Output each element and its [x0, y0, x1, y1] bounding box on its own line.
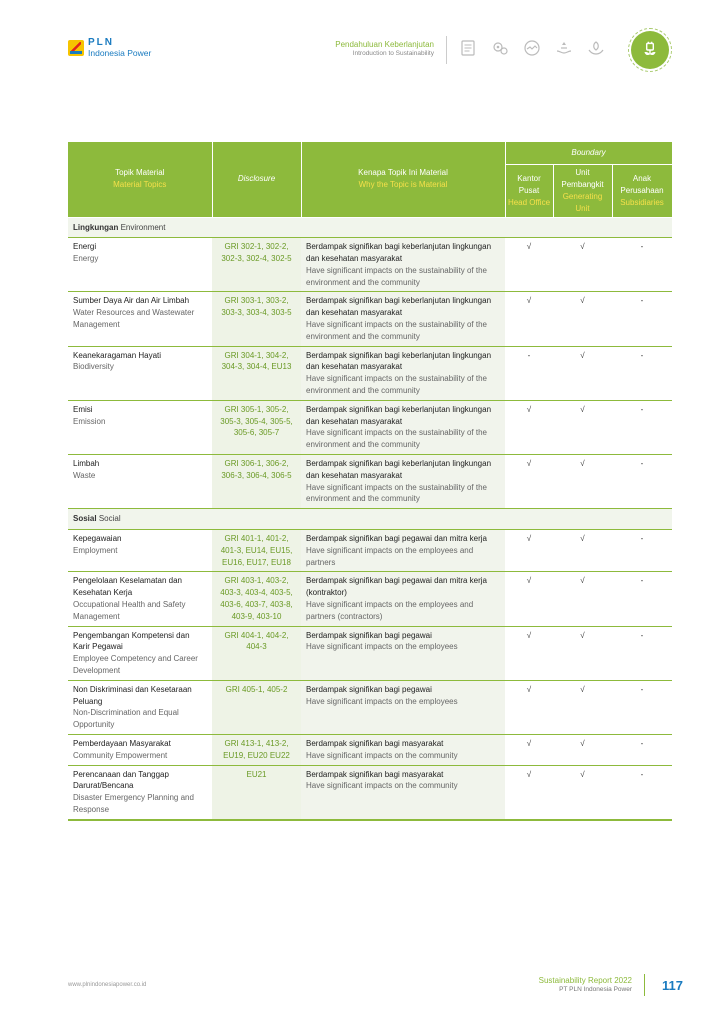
topic-name-en: Employment — [73, 545, 118, 555]
head-office-mark: √ — [505, 238, 553, 292]
why-cell — [301, 680, 505, 734]
header-why — [301, 142, 505, 217]
header-subsidiaries-en: Subsidiaries — [620, 197, 664, 207]
header-head-office-id: Kantor Pusat — [517, 173, 541, 195]
topic-name-en: Disaster Emergency Planning and Response — [73, 793, 194, 814]
group-label-id: Sosial — [73, 514, 97, 524]
why-text-id: Berdampak signifikan bagi pegawai — [306, 630, 432, 640]
pln-lightning-icon — [68, 40, 84, 56]
subsidiaries-mark: - — [612, 292, 672, 346]
generating-unit-mark: √ — [553, 530, 612, 572]
header-why-id: Kenapa Topik Ini Material — [358, 168, 448, 178]
table-row — [68, 238, 672, 292]
topic-name-id: Keanekaragaman Hayati — [73, 350, 162, 360]
why-text-id: Berdampak signifikan bagi keberlanjutan lingkungan dan kesehatan masyarakat — [306, 404, 492, 426]
header-head-office — [505, 164, 553, 217]
generating-unit-mark: √ — [553, 680, 612, 734]
subsidiaries-mark: - — [612, 455, 672, 509]
head-office-mark: √ — [505, 530, 553, 572]
subsidiaries-mark: - — [612, 765, 672, 820]
disclosure-cell: EU21 — [212, 765, 301, 820]
table-row — [68, 455, 672, 509]
disclosure-cell: GRI 413-1, 413-2, EU19, EU20 EU22 — [212, 734, 301, 765]
why-text-en: Have significant impacts on the sustainability of the environment and the community — [306, 374, 487, 396]
header-generating-unit — [553, 164, 612, 217]
header-head-office-en: Head Office — [507, 197, 551, 207]
checklist-icon[interactable] — [456, 36, 480, 60]
pln-logo — [68, 38, 151, 58]
topic-name-id: Pemberdayaan Masyarakat — [73, 738, 171, 748]
leaf-hands-icon[interactable] — [584, 36, 608, 60]
disclosure-cell: GRI 303-1, 303-2, 303-3, 303-4, 303-5 — [212, 292, 301, 346]
disclosure-cell: GRI 304-1, 304-2, 304-3, 304-4, EU13 — [212, 346, 301, 400]
head-office-mark: √ — [505, 455, 553, 509]
footer-divider — [644, 974, 645, 996]
head-office-mark: √ — [505, 626, 553, 680]
subsidiaries-mark: - — [612, 238, 672, 292]
header-topic-id: Topik Material — [115, 168, 165, 178]
why-cell — [301, 626, 505, 680]
topic-cell — [68, 765, 212, 820]
table-row — [68, 734, 672, 765]
why-cell — [301, 765, 505, 820]
topic-name-en: Community Empowerment — [73, 750, 168, 760]
why-text-id: Berdampak signifikan bagi keberlanjutan lingkungan dan kesehatan masyarakat — [306, 242, 492, 264]
topic-name-en: Energy — [73, 254, 99, 264]
why-text-id: Berdampak signifikan bagi masyarakat — [306, 738, 444, 748]
page-number: 117 — [662, 978, 683, 993]
topic-cell — [68, 292, 212, 346]
why-text-en: Have significant impacts on the employees and partners — [306, 545, 474, 567]
why-cell — [301, 346, 505, 400]
why-text-id: Berdampak signifikan bagi pegawai dan mitra kerja (kontraktor) — [306, 576, 487, 598]
why-text-id: Berdampak signifikan bagi keberlanjutan lingkungan dan kesehatan masyarakat — [306, 296, 492, 318]
footer-company: PT PLN Indonesia Power — [559, 986, 632, 993]
topic-cell — [68, 238, 212, 292]
subsidiaries-mark: - — [612, 400, 672, 454]
generating-unit-mark: √ — [553, 292, 612, 346]
section-title-id: Pendahuluan Keberlanjutan — [335, 40, 434, 49]
group-label — [68, 217, 672, 238]
topic-name-en: Biodiversity — [73, 362, 114, 372]
why-text-en: Have significant impacts on the employees and partners (contractors) — [306, 600, 474, 621]
topic-cell — [68, 626, 212, 680]
topic-name-id: Perencanaan dan Tanggap Darurat/Bencana — [73, 769, 169, 791]
subsidiaries-mark: - — [612, 572, 672, 626]
why-text-en: Have significant impacts on the employees — [306, 696, 458, 706]
why-cell — [301, 455, 505, 509]
table-row — [68, 680, 672, 734]
topic-name-en: Water Resources and Wastewater Management — [73, 308, 195, 330]
table-row — [68, 572, 672, 626]
topic-cell — [68, 734, 212, 765]
header-divider — [446, 36, 447, 64]
why-cell — [301, 400, 505, 454]
logo-subtitle: Indonesia Power — [88, 48, 152, 58]
topic-cell — [68, 455, 212, 509]
group-label-en: Social — [98, 514, 121, 524]
table-row — [68, 626, 672, 680]
topic-cell — [68, 680, 212, 734]
topic-name-id: Non Diskriminasi dan Kesetaraan Peluang — [73, 684, 192, 706]
topic-name-id: Pengelolaan Keselamatan dan Kesehatan Kerja — [73, 576, 182, 598]
why-text-en: Have significant impacts on the community — [306, 750, 458, 760]
generating-unit-mark: √ — [553, 572, 612, 626]
topic-name-id: Kepegawaian — [73, 534, 122, 544]
why-text-en: Have significant impacts on the sustainability of the environment and the community — [306, 428, 487, 450]
disclosure-cell: GRI 404-1, 404-2, 404-3 — [212, 626, 301, 680]
why-cell — [301, 530, 505, 572]
header-generating-unit-id: Unit Pembangkit — [561, 167, 604, 189]
why-text-id: Berdampak signifikan bagi keberlanjutan lingkungan dan kesehatan masyarakat — [306, 459, 492, 480]
header-boundary: Boundary — [505, 142, 672, 164]
header-topic — [68, 142, 212, 217]
topic-name-en: Emission — [73, 416, 106, 426]
footer-url[interactable]: www.plnindonesiapower.co.id — [68, 982, 147, 988]
header-subsidiaries — [612, 164, 672, 217]
header-disclosure: Disclosure — [212, 142, 301, 217]
why-text-id: Berdampak signifikan bagi keberlanjutan lingkungan dan kesehatan masyarakat — [306, 350, 492, 372]
why-cell — [301, 734, 505, 765]
head-office-mark: √ — [505, 292, 553, 346]
table-row — [68, 400, 672, 454]
disclosure-cell: GRI 305-1, 305-2, 305-3, 305-4, 305-5, 305-6, 305-7 — [212, 400, 301, 454]
topic-cell — [68, 346, 212, 400]
why-text-en: Have significant impacts on the employees — [306, 642, 458, 652]
generating-unit-mark: √ — [553, 765, 612, 820]
table-row — [68, 292, 672, 346]
topic-cell — [68, 400, 212, 454]
logo-name: PLN — [88, 37, 114, 48]
head-office-mark: - — [505, 346, 553, 400]
generating-unit-mark: √ — [553, 455, 612, 509]
head-office-mark: √ — [505, 765, 553, 820]
group-label — [68, 509, 672, 530]
disclosure-cell: GRI 302-1, 302-2, 302-3, 302-4, 302-5 — [212, 238, 301, 292]
topic-cell — [68, 572, 212, 626]
generating-unit-mark: √ — [553, 400, 612, 454]
why-cell — [301, 238, 505, 292]
head-office-mark: √ — [505, 572, 553, 626]
subsidiaries-mark: - — [612, 346, 672, 400]
topic-name-id: Sumber Daya Air dan Air Limbah — [73, 296, 190, 306]
header-generating-unit-en: Generating Unit — [562, 191, 603, 213]
topic-name-en: Occupational Health and Safety Management — [73, 600, 186, 621]
topic-name-id: Pengembangan Kompetensi dan Karir Pegawai — [73, 630, 190, 652]
generating-unit-mark: √ — [553, 346, 612, 400]
why-text-en: Have significant impacts on the sustainability of the environment and the community — [306, 320, 487, 341]
section-title-en: Introduction to Sustainability — [352, 49, 434, 57]
subsidiaries-mark: - — [612, 734, 672, 765]
group-row — [68, 217, 672, 238]
why-cell — [301, 292, 505, 346]
energy-plant-icon[interactable] — [628, 28, 672, 72]
footer-report — [539, 976, 632, 994]
footer-report-title: Sustainability Report 2022 — [538, 976, 632, 985]
subsidiaries-mark: - — [612, 680, 672, 734]
why-text-id: Berdampak signifikan bagi pegawai dan mitra kerja — [306, 534, 487, 544]
table-row — [68, 765, 672, 820]
head-office-mark: √ — [505, 400, 553, 454]
header-topic-en: Material Topics — [113, 180, 167, 190]
topic-name-id: Energi — [73, 242, 97, 252]
why-cell — [301, 572, 505, 626]
gears-icon[interactable] — [488, 36, 512, 60]
disclosure-cell: GRI 405-1, 405-2 — [212, 680, 301, 734]
generating-unit-mark: √ — [553, 238, 612, 292]
header-why-en: Why the Topic is Material — [358, 180, 448, 190]
section-title — [335, 40, 434, 57]
table-row — [68, 530, 672, 572]
head-office-mark: √ — [505, 680, 553, 734]
why-text-en: Have significant impacts on the community — [306, 781, 458, 791]
why-text-id: Berdampak signifikan bagi pegawai — [306, 684, 432, 694]
topic-name-en: Non-Discrimination and Equal Opportunity — [73, 708, 179, 730]
subsidiaries-mark: - — [612, 626, 672, 680]
subsidiaries-mark: - — [612, 530, 672, 572]
topic-name-id: Emisi — [73, 404, 93, 414]
disclosure-cell: GRI 403-1, 403-2, 403-3, 403-4, 403-5, 403-6, 403-7, 403-8, 403-9, 403-10 — [212, 572, 301, 626]
material-topics-table — [68, 142, 673, 821]
chapter-nav — [456, 36, 608, 60]
handshake-icon[interactable] — [520, 36, 544, 60]
group-label-en: Environment — [120, 222, 166, 232]
generating-unit-mark: √ — [553, 734, 612, 765]
disclosure-cell: GRI 401-1, 401-2, 401-3, EU14, EU15, EU16, EU17, EU18 — [212, 530, 301, 572]
topic-name-id: Limbah — [73, 459, 100, 469]
why-text-en: Have significant impacts on the sustainability of the environment and the community — [306, 265, 487, 287]
topic-name-en: Waste — [73, 470, 96, 480]
generating-unit-mark: √ — [553, 626, 612, 680]
table-body — [68, 217, 672, 820]
disclosure-cell: GRI 306-1, 306-2, 306-3, 306-4, 306-5 — [212, 455, 301, 509]
group-label-id: Lingkungan — [73, 222, 119, 232]
topic-name-en: Employee Competency and Career Development — [73, 654, 198, 675]
why-text-id: Berdampak signifikan bagi masyarakat — [306, 769, 444, 779]
head-office-mark: √ — [505, 734, 553, 765]
care-hands-icon[interactable] — [552, 36, 576, 60]
group-row — [68, 509, 672, 530]
table-row — [68, 346, 672, 400]
topic-cell — [68, 530, 212, 572]
header-subsidiaries-id: Anak Perusahaan — [620, 173, 664, 195]
why-text-en: Have significant impacts on the sustainability of the environment and the community — [306, 482, 487, 504]
